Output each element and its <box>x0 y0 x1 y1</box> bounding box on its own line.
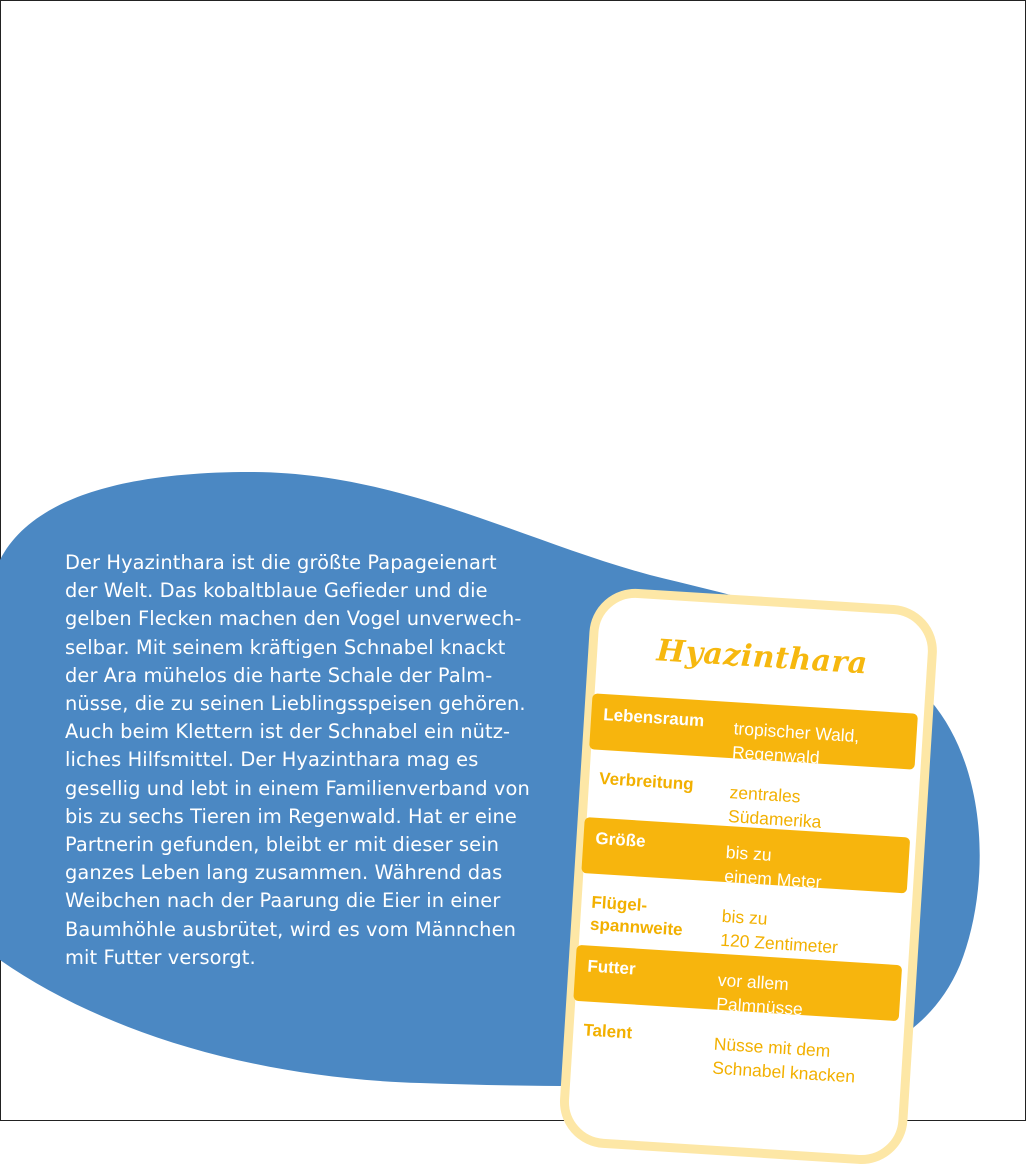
card-row-value-line: vor allem <box>717 969 790 995</box>
card-row-label <box>595 828 721 858</box>
card-row-value-line: tropischer Wald, <box>733 718 860 747</box>
card-row-value-line: Nüsse mit dem <box>713 1033 831 1061</box>
card-row-value-line: bis zu <box>721 905 769 929</box>
card-row-value-line: Südamerika <box>727 806 823 832</box>
description-line: gelben Flecken machen den Vogel unverwech- <box>65 607 522 631</box>
card-row-value-line: zentrales <box>729 782 802 807</box>
description-line: Weibchen nach der Paarung die Eier in einer <box>65 889 501 913</box>
description-line: mit Futter versorgt. <box>65 945 256 969</box>
card-row-label-line: spannweite <box>589 914 684 940</box>
card-row-label <box>599 768 725 798</box>
description-line: nüsse, die zu seinen Lieblingsspeisen gehören. <box>65 692 526 716</box>
card-row-value <box>720 904 903 963</box>
description-text <box>65 549 565 972</box>
description-line: Auch beim Klettern ist der Schnabel ein nütz- <box>65 720 511 744</box>
description-line: bis zu sechs Tieren im Regenwald. Hat er eine <box>65 804 517 828</box>
card-row-label-line: Verbreitung <box>598 768 695 794</box>
description-line: der Welt. Das kobaltblaue Gefieder und die <box>65 579 488 603</box>
card-row-value <box>716 968 899 1027</box>
description-line: Der Hyazinthara ist die größte Papageienart <box>65 551 497 574</box>
card-row-value-line: Schnabel knacken <box>711 1057 856 1087</box>
card-title: Hyazinthara <box>655 633 869 682</box>
card-row-value-line: einem Meter <box>723 865 823 893</box>
card-row-label-line: Lebensraum <box>602 705 705 731</box>
card-row-label <box>589 892 717 944</box>
description-line: Partnerin gefunden, bleibt er mit dieser sein <box>65 833 500 857</box>
card-row-label-line: Größe <box>594 828 647 851</box>
card-row-label <box>583 1019 709 1049</box>
description-line: der Ara mühelos die harte Schale der Palm- <box>65 663 493 687</box>
description-line: selbar. Mit seinem kräftigen Schnabel knackt <box>65 635 506 659</box>
card-row-label <box>587 956 713 986</box>
card-row-value-line: 120 Zentimeter <box>719 929 839 958</box>
card-row-label-line: Talent <box>582 1020 633 1043</box>
card-row-label-line: Futter <box>586 956 637 979</box>
card-row-label <box>603 704 729 734</box>
description-line: Baumhöhle ausbrütet, wird es vom Männchen <box>65 917 516 941</box>
card-row-value <box>712 1032 895 1091</box>
card-row-value <box>731 716 914 775</box>
card-row-value <box>724 840 907 899</box>
description-line: gesellig und lebt in einem Familienverband von <box>65 776 530 800</box>
description-line: liches Hilfsmittel. Der Hyazinthara mag es <box>65 748 479 772</box>
card-row <box>589 693 918 769</box>
card-row-value-line: Regenwald <box>731 742 821 768</box>
card-row-value-line: Palmnüsse <box>715 993 804 1020</box>
profile-card <box>557 586 939 1167</box>
card-row-label-line: Flügel- <box>590 892 648 916</box>
card-row-value-line: bis zu <box>725 842 773 865</box>
description-line: ganzes Leben lang zusammen. Während das <box>65 861 503 885</box>
